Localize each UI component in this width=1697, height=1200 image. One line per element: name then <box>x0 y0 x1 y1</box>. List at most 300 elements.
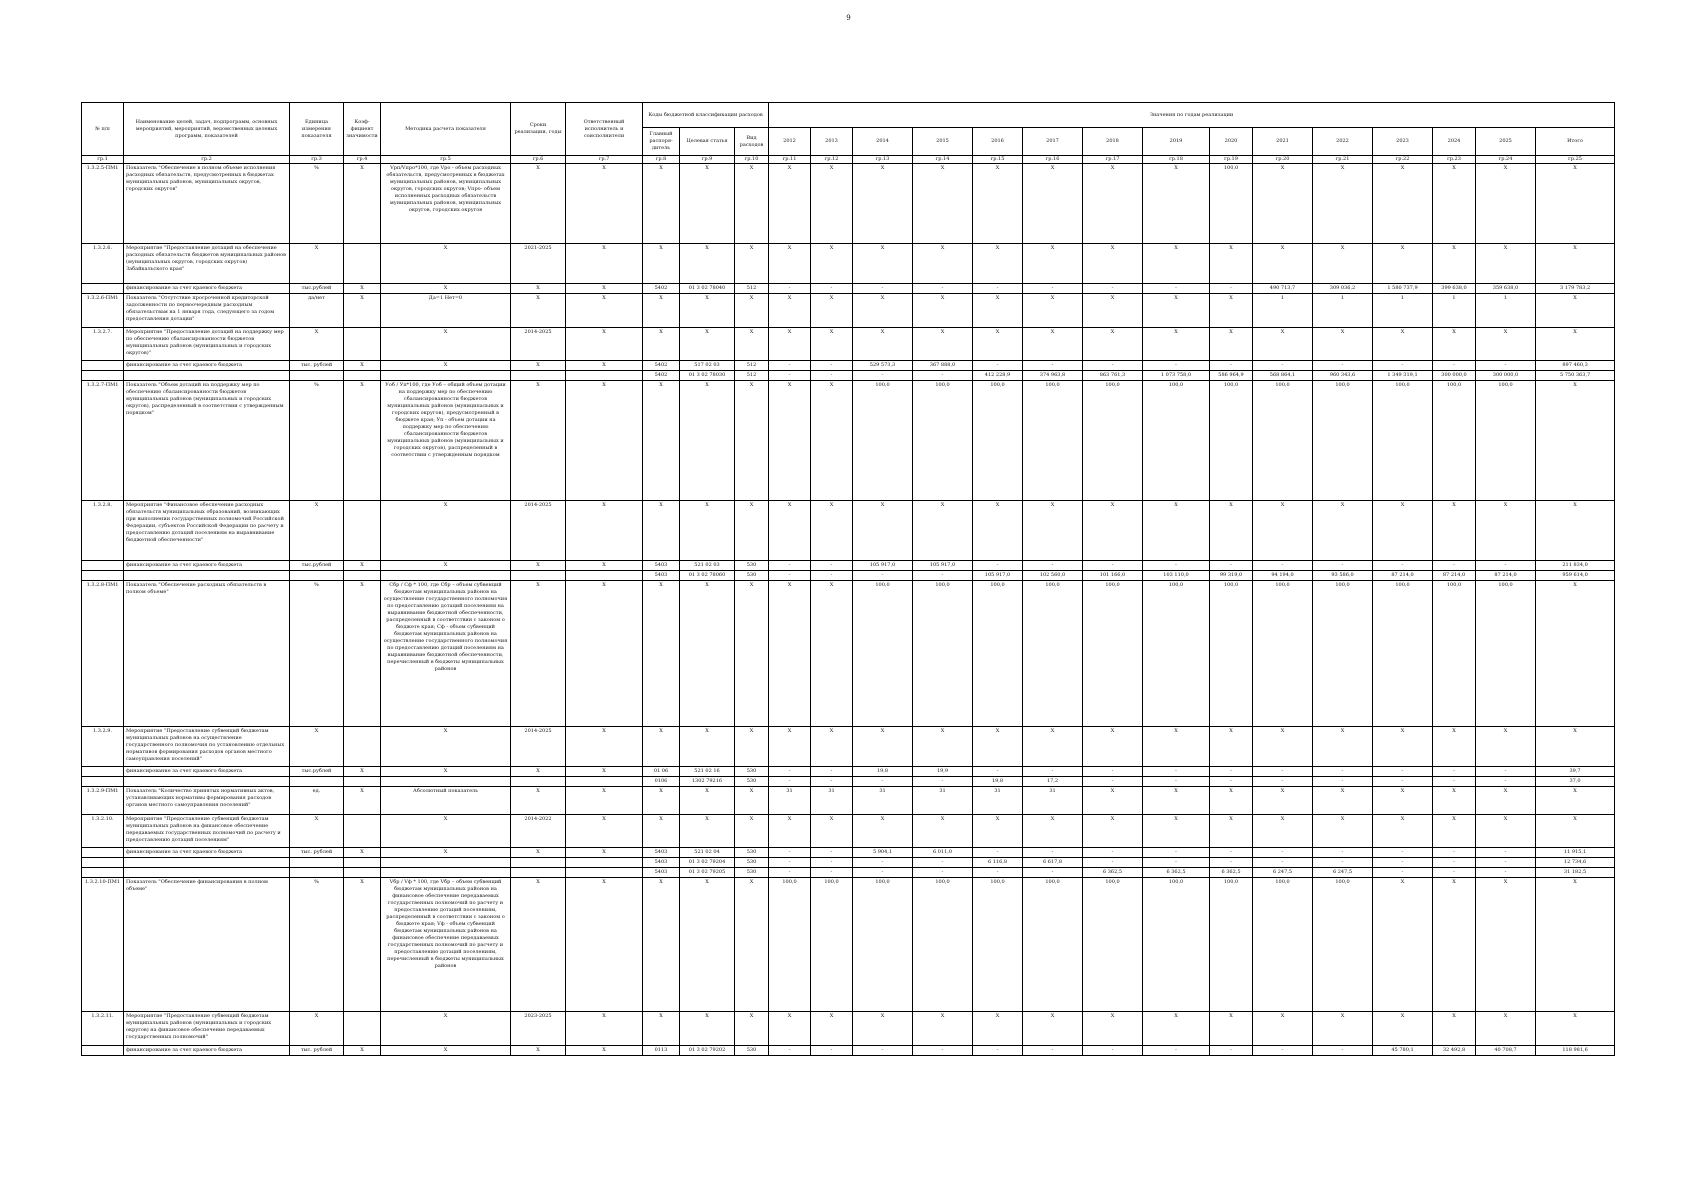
table-cell: X <box>1143 328 1210 361</box>
column-number: гр.6 <box>511 156 566 164</box>
table-cell: 3 179 783,2 <box>1536 284 1615 294</box>
table-row <box>82 1012 1615 1046</box>
column-number: гр.16 <box>1023 156 1083 164</box>
table-cell: X <box>566 1046 643 1056</box>
table-cell: Абсолютный показатель <box>381 787 511 815</box>
table-cell: - <box>1253 848 1313 858</box>
table-cell: X <box>1476 878 1536 1012</box>
table-cell: X <box>381 328 511 361</box>
table-cell: X <box>735 244 769 284</box>
table-cell: X <box>1433 164 1476 244</box>
table-cell: X <box>1536 501 1615 561</box>
table-cell: - <box>1023 284 1083 294</box>
table-cell: тыс. рублей <box>290 361 344 371</box>
table-cell: X <box>344 581 381 727</box>
table-cell: 40 708,7 <box>1476 1046 1536 1056</box>
table-cell: 32 492,8 <box>1433 1046 1476 1056</box>
table-cell <box>344 501 381 561</box>
table-cell: X <box>811 501 853 561</box>
table-cell: 512 <box>735 371 769 381</box>
table-cell: 530 <box>735 561 769 571</box>
header-name: Наименование целей, задач, подпрограмм, основных мероприятий, мероприятий, ведомственных целевых программ, показателей <box>124 103 290 156</box>
table-cell: 359 638,0 <box>1476 284 1536 294</box>
table-cell: 100,0 <box>1210 164 1253 244</box>
header-year: 2017 <box>1023 128 1083 156</box>
table-cell: - <box>913 571 973 581</box>
table-cell: 309 036,2 <box>1313 284 1373 294</box>
header-year: 2024 <box>1433 128 1476 156</box>
table-cell: 12 734,6 <box>1536 858 1615 868</box>
table-cell: - <box>853 284 913 294</box>
table-cell: 103 110,0 <box>1143 571 1210 581</box>
table-cell: 100,0 <box>1083 581 1143 727</box>
table-cell: - <box>769 777 811 787</box>
row-number <box>82 767 124 777</box>
row-number: 1.3.2.10. <box>82 815 124 848</box>
table-cell <box>344 244 381 284</box>
row-name: Показатель "Объем дотаций на поддержку мер по обеспечению сбалансированности бюджетов муниципальных районов (муниципальных и городских округов), распределенный в соответствии с утвержденным порядком" <box>124 381 290 501</box>
table-cell: - <box>1313 858 1373 868</box>
table-row <box>82 878 1615 1012</box>
table-cell: % <box>290 878 344 1012</box>
table-cell: 01 3 02 79202 <box>680 1046 735 1056</box>
table-cell: - <box>853 371 913 381</box>
table-cell: - <box>1313 361 1373 371</box>
table-cell: X <box>566 767 643 777</box>
table-row <box>82 501 1615 561</box>
row-name: финансирование за счет краевого бюджета <box>124 848 290 858</box>
header-method: Методика расчета показателя <box>381 103 511 156</box>
table-cell: 87 214,0 <box>1373 571 1433 581</box>
header-expense-type: Вид расходов <box>735 128 769 156</box>
table-cell: 6 247,5 <box>1253 868 1313 878</box>
table-cell: X <box>1210 815 1253 848</box>
table-cell: X <box>811 328 853 361</box>
table-cell: X <box>290 1012 344 1046</box>
table-cell: X <box>853 1012 913 1046</box>
table-cell: X <box>1433 787 1476 815</box>
table-cell: 529 573,3 <box>853 361 913 371</box>
table-cell: X <box>1083 815 1143 848</box>
table-cell: X <box>1143 294 1210 328</box>
table-cell: - <box>1210 561 1253 571</box>
table-cell: 1 <box>1373 294 1433 328</box>
table-cell <box>381 571 511 581</box>
table-cell: 521 02 03 <box>680 561 735 571</box>
table-cell: 100,0 <box>1143 878 1210 1012</box>
table-cell: 530 <box>735 858 769 868</box>
table-cell: 100,0 <box>811 878 853 1012</box>
table-cell: X <box>1536 294 1615 328</box>
row-number: 1.3.2.7. <box>82 328 124 361</box>
table-cell: X <box>973 244 1023 284</box>
table-cell: X <box>381 244 511 284</box>
table-cell: - <box>811 868 853 878</box>
table-cell: X <box>1536 878 1615 1012</box>
table-cell: X <box>735 1012 769 1046</box>
table-cell: X <box>1373 815 1433 848</box>
column-number: гр.9 <box>680 156 735 164</box>
table-cell: X <box>680 878 735 1012</box>
table-cell: 530 <box>735 848 769 858</box>
table-cell: X <box>1023 328 1083 361</box>
table-cell: X <box>735 727 769 767</box>
table-cell: - <box>769 371 811 381</box>
table-cell: X <box>511 294 566 328</box>
table-cell: X <box>811 294 853 328</box>
table-cell: 39,7 <box>1536 767 1615 777</box>
column-number: гр.1 <box>82 156 124 164</box>
table-cell: X <box>735 381 769 501</box>
table-cell: - <box>769 868 811 878</box>
table-cell: X <box>1143 1012 1210 1046</box>
table-cell: - <box>973 361 1023 371</box>
table-cell <box>290 571 344 581</box>
table-cell: 01 3 02 78040 <box>680 284 735 294</box>
table-cell: X <box>769 164 811 244</box>
table-cell: X <box>1373 328 1433 361</box>
row-name: Мероприятие "Предоставление субвенций бюджетам муниципальных районов на осуществление государственного полномочия по установлению отдельных нормативов формирования расходов органов местного самоуправления поселений" <box>124 727 290 767</box>
table-cell: X <box>1373 878 1433 1012</box>
table-cell <box>566 571 643 581</box>
header-executor: Ответственный исполнитель и соисполнители <box>566 103 643 156</box>
table-cell: X <box>735 164 769 244</box>
table-cell <box>381 858 511 868</box>
table-cell: X <box>1313 815 1373 848</box>
table-cell: - <box>1083 767 1143 777</box>
table-cell: X <box>290 501 344 561</box>
table-cell: 100,0 <box>1083 381 1143 501</box>
table-row <box>82 727 1615 767</box>
table-cell: X <box>1083 727 1143 767</box>
table-cell: 19,9 <box>913 767 973 777</box>
table-cell: X <box>1210 727 1253 767</box>
table-cell: X <box>769 244 811 284</box>
table-cell: тыс.рублей <box>290 561 344 571</box>
table-cell: X <box>1433 244 1476 284</box>
row-number <box>82 284 124 294</box>
row-number <box>82 858 124 868</box>
table-row <box>82 581 1615 727</box>
table-cell: - <box>1143 858 1210 868</box>
table-cell: X <box>1253 244 1313 284</box>
table-cell: X <box>511 381 566 501</box>
table-cell: X <box>1433 328 1476 361</box>
table-cell: 0106 <box>643 777 680 787</box>
table-cell: - <box>1083 848 1143 858</box>
row-number: 1.3.2.6. <box>82 244 124 284</box>
table-cell: 93 586,0 <box>1313 571 1373 581</box>
table-cell: X <box>643 581 680 727</box>
table-cell: - <box>1313 1046 1373 1056</box>
program-table <box>81 102 1615 1056</box>
table-cell: X <box>511 787 566 815</box>
table-cell: X <box>643 164 680 244</box>
table-cell: X <box>1083 501 1143 561</box>
page-number: 9 <box>846 14 851 22</box>
table-cell: X <box>811 244 853 284</box>
row-number <box>82 777 124 787</box>
table-cell: - <box>1210 777 1253 787</box>
column-number: гр.20 <box>1253 156 1313 164</box>
table-cell <box>344 328 381 361</box>
table-cell: X <box>566 727 643 767</box>
table-cell: 2014-2022 <box>511 815 566 848</box>
table-cell: X <box>1476 1012 1536 1046</box>
table-row <box>82 371 1615 381</box>
table-cell: X <box>511 361 566 371</box>
table-cell: X <box>1433 1012 1476 1046</box>
table-cell: 568 864,1 <box>1253 371 1313 381</box>
table-cell: - <box>1253 561 1313 571</box>
table-cell: X <box>853 164 913 244</box>
table-cell: 1 <box>1253 294 1313 328</box>
table-cell: 530 <box>735 1046 769 1056</box>
table-cell: - <box>973 561 1023 571</box>
table-cell: 6 247,5 <box>1313 868 1373 878</box>
table-row <box>82 815 1615 848</box>
table-cell: тыс.рублей <box>290 284 344 294</box>
table-cell: X <box>643 501 680 561</box>
table-cell: - <box>1476 777 1536 787</box>
table-cell: X <box>643 787 680 815</box>
table-cell: - <box>1023 361 1083 371</box>
table-cell: 01 06 <box>643 767 680 777</box>
table-cell: - <box>973 767 1023 777</box>
table-cell: X <box>566 581 643 727</box>
row-name: финансирование за счет краевого бюджета <box>124 767 290 777</box>
table-cell: X <box>913 815 973 848</box>
table-cell: 01 3 02 79204 <box>680 858 735 868</box>
table-cell: X <box>290 244 344 284</box>
row-name: финансирование за счет краевого бюджета <box>124 361 290 371</box>
table-cell: X <box>344 878 381 1012</box>
table-cell: - <box>1253 858 1313 868</box>
table-cell: X <box>1476 815 1536 848</box>
header-total: Итого <box>1536 128 1615 156</box>
table-cell: X <box>1253 815 1313 848</box>
table-cell: 100,0 <box>1433 381 1476 501</box>
table-cell: - <box>853 868 913 878</box>
table-cell: 2014-2025 <box>511 501 566 561</box>
row-number: 1.3.2.8. <box>82 501 124 561</box>
table-cell: X <box>381 848 511 858</box>
table-cell: - <box>853 777 913 787</box>
table-cell: 100,0 <box>1313 381 1373 501</box>
table-cell: X <box>566 878 643 1012</box>
table-cell: X <box>680 1012 735 1046</box>
table-cell: X <box>769 381 811 501</box>
table-cell: X <box>511 561 566 571</box>
table-cell: - <box>1433 858 1476 868</box>
table-cell: 530 <box>735 868 769 878</box>
table-cell: 31 <box>1023 787 1083 815</box>
table-cell: X <box>1373 244 1433 284</box>
table-cell: X <box>381 1012 511 1046</box>
table-cell: 2014-2025 <box>511 328 566 361</box>
column-number: гр.21 <box>1313 156 1373 164</box>
table-cell: - <box>769 571 811 581</box>
table-cell: 521 02 16 <box>680 767 735 777</box>
table-cell: 897 460,3 <box>1536 361 1615 371</box>
table-cell: 100,0 <box>1476 381 1536 501</box>
header-year: 2020 <box>1210 128 1253 156</box>
table-cell: - <box>1023 767 1083 777</box>
table-cell: 6 011,0 <box>913 848 973 858</box>
table-cell: X <box>511 767 566 777</box>
table-cell: X <box>853 501 913 561</box>
table-cell: X <box>566 501 643 561</box>
row-number <box>82 1046 124 1056</box>
table-cell: X <box>1083 294 1143 328</box>
row-number: 1.3.2.9-ПМ1 <box>82 787 124 815</box>
column-number-row <box>82 156 1615 164</box>
table-cell <box>344 815 381 848</box>
table-cell: 959 614,0 <box>1536 571 1615 581</box>
row-number: 1.3.2.11. <box>82 1012 124 1046</box>
table-cell: X <box>566 361 643 371</box>
table-cell: % <box>290 581 344 727</box>
table-cell: X <box>1023 164 1083 244</box>
table-cell: X <box>1083 164 1143 244</box>
table-cell: 6 362,5 <box>1143 868 1210 878</box>
table-row <box>82 164 1615 244</box>
table-cell <box>511 571 566 581</box>
table-cell: 100,0 <box>1253 878 1313 1012</box>
table-cell: X <box>1210 328 1253 361</box>
table-cell: X <box>1210 1012 1253 1046</box>
header-year: 2016 <box>973 128 1023 156</box>
table-cell: 100,0 <box>973 381 1023 501</box>
table-cell: X <box>643 815 680 848</box>
table-cell: X <box>735 815 769 848</box>
table-cell: X <box>1083 328 1143 361</box>
table-cell <box>511 777 566 787</box>
table-cell: X <box>735 878 769 1012</box>
table-cell: X <box>1373 164 1433 244</box>
table-cell: - <box>973 848 1023 858</box>
table-cell: 100,0 <box>769 878 811 1012</box>
table-cell: 100,0 <box>1313 581 1373 727</box>
header-unit: Единица измерения показателя <box>290 103 344 156</box>
table-cell: - <box>769 561 811 571</box>
table-cell: X <box>1210 294 1253 328</box>
table-cell: X <box>680 328 735 361</box>
header-number: № п/п <box>82 103 124 156</box>
row-name: Мероприятие "Предоставление дотаций на поддержку мер по обеспечению сбалансированности бюджетов муниципальных районов (муниципальных и городских округов)" <box>124 328 290 361</box>
table-cell: - <box>769 284 811 294</box>
table-cell: 100,0 <box>1210 878 1253 1012</box>
column-number: гр.15 <box>973 156 1023 164</box>
table-cell: X <box>769 294 811 328</box>
table-cell: Уоб / Уп*100, где Уоб – общий объем дотации на поддержку мер по обеспечению сбалансированности бюджетов муниципальных районов (муниципальных и городских округов), предусмотренный в бюджете края; Уп - объем дотации на поддержку мер по обеспечению сбалансированности бюджетов муниципальных районов (муниципальных и городских округов), распределенный в соответствии с утвержденным порядком <box>381 381 511 501</box>
table-cell: - <box>811 1046 853 1056</box>
table-cell: - <box>1143 848 1210 858</box>
table-cell: 5402 <box>643 371 680 381</box>
table-cell: Сбр / Сф * 100, где Сбр – объем субвенций бюджетам муниципальных районов на осуществление государственного полномочия по предоставлению дотаций поселениям на выравнивание бюджетной обеспеченности, распределенный в соответствии с законом о бюджете края; Сф - объем субвенций бюджетам муниципальных районов на осуществление государственного полномочия по предоставлению дотаций поселениям на выравнивание бюджетной обеспеченности, перечисленный в бюджеты муниципальных районов <box>381 581 511 727</box>
table-cell: тыс. рублей <box>290 1046 344 1056</box>
table-cell: X <box>344 787 381 815</box>
row-number: 1.3.2.9. <box>82 727 124 767</box>
table-cell: X <box>1476 787 1536 815</box>
table-cell: - <box>1210 1046 1253 1056</box>
table-cell: - <box>1143 561 1210 571</box>
table-cell: X <box>344 294 381 328</box>
column-number: гр.13 <box>853 156 913 164</box>
table-cell: 100,0 <box>1143 581 1210 727</box>
table-cell: - <box>1476 767 1536 777</box>
table-cell: X <box>1536 815 1615 848</box>
table-cell: X <box>1476 501 1536 561</box>
table-cell: X <box>1536 328 1615 361</box>
table-cell: Vрп/Vпрo*100, где Vро - объем расходных обязательств, предусмотренных в бюджетах муниципальных районов, муниципальных округов, городских округов; Vпро- объем исполненных расходных обязательств муниципальных районов, муниципальных округов, городских округов <box>381 164 511 244</box>
table-cell: 100,0 <box>973 878 1023 1012</box>
table-cell: - <box>1433 361 1476 371</box>
table-cell: X <box>1253 501 1313 561</box>
table-cell: - <box>769 848 811 858</box>
table-cell: X <box>1536 381 1615 501</box>
table-cell: 31 <box>853 787 913 815</box>
row-number: 1.3.2.7-ПМ1 <box>82 381 124 501</box>
table-cell: X <box>381 767 511 777</box>
table-cell: X <box>1313 727 1373 767</box>
table-cell: X <box>680 164 735 244</box>
table-cell: 5 750 363,7 <box>1536 371 1615 381</box>
table-row <box>82 848 1615 858</box>
table-cell: 5403 <box>643 571 680 581</box>
table-cell: X <box>511 878 566 1012</box>
table-cell: 31 182,5 <box>1536 868 1615 878</box>
table-cell: - <box>1143 284 1210 294</box>
table-cell: 100,0 <box>1210 581 1253 727</box>
table-cell: X <box>1313 1012 1373 1046</box>
table-cell: 01 3 02 78030 <box>680 371 735 381</box>
table-cell: - <box>1313 561 1373 571</box>
table-cell: 100,0 <box>853 878 913 1012</box>
table-cell <box>344 571 381 581</box>
table-row <box>82 868 1615 878</box>
table-row <box>82 294 1615 328</box>
table-cell: X <box>1210 244 1253 284</box>
table-cell: X <box>735 501 769 561</box>
table-cell: 100,0 <box>1476 581 1536 727</box>
column-number: гр.25 <box>1536 156 1615 164</box>
table-cell: X <box>381 501 511 561</box>
table-cell: X <box>381 815 511 848</box>
table-cell: 31 <box>973 787 1023 815</box>
table-cell: X <box>1536 787 1615 815</box>
row-name <box>124 371 290 381</box>
header-year: 2012 <box>769 128 811 156</box>
table-cell: 530 <box>735 571 769 581</box>
table-cell: X <box>1143 164 1210 244</box>
table-cell: X <box>913 501 973 561</box>
table-cell: X <box>511 1046 566 1056</box>
column-number: гр.19 <box>1210 156 1253 164</box>
header-year: 2021 <box>1253 128 1313 156</box>
table-cell: X <box>1143 501 1210 561</box>
table-cell: 6 362,5 <box>1083 868 1143 878</box>
table-cell: 105 917,0 <box>913 561 973 571</box>
table-cell: - <box>1143 767 1210 777</box>
table-cell: X <box>680 581 735 727</box>
table-cell: 367 888,0 <box>913 361 973 371</box>
table-cell: X <box>1023 294 1083 328</box>
table-cell: X <box>1143 787 1210 815</box>
table-cell: X <box>1083 244 1143 284</box>
table-cell: X <box>1476 244 1536 284</box>
row-number <box>82 571 124 581</box>
